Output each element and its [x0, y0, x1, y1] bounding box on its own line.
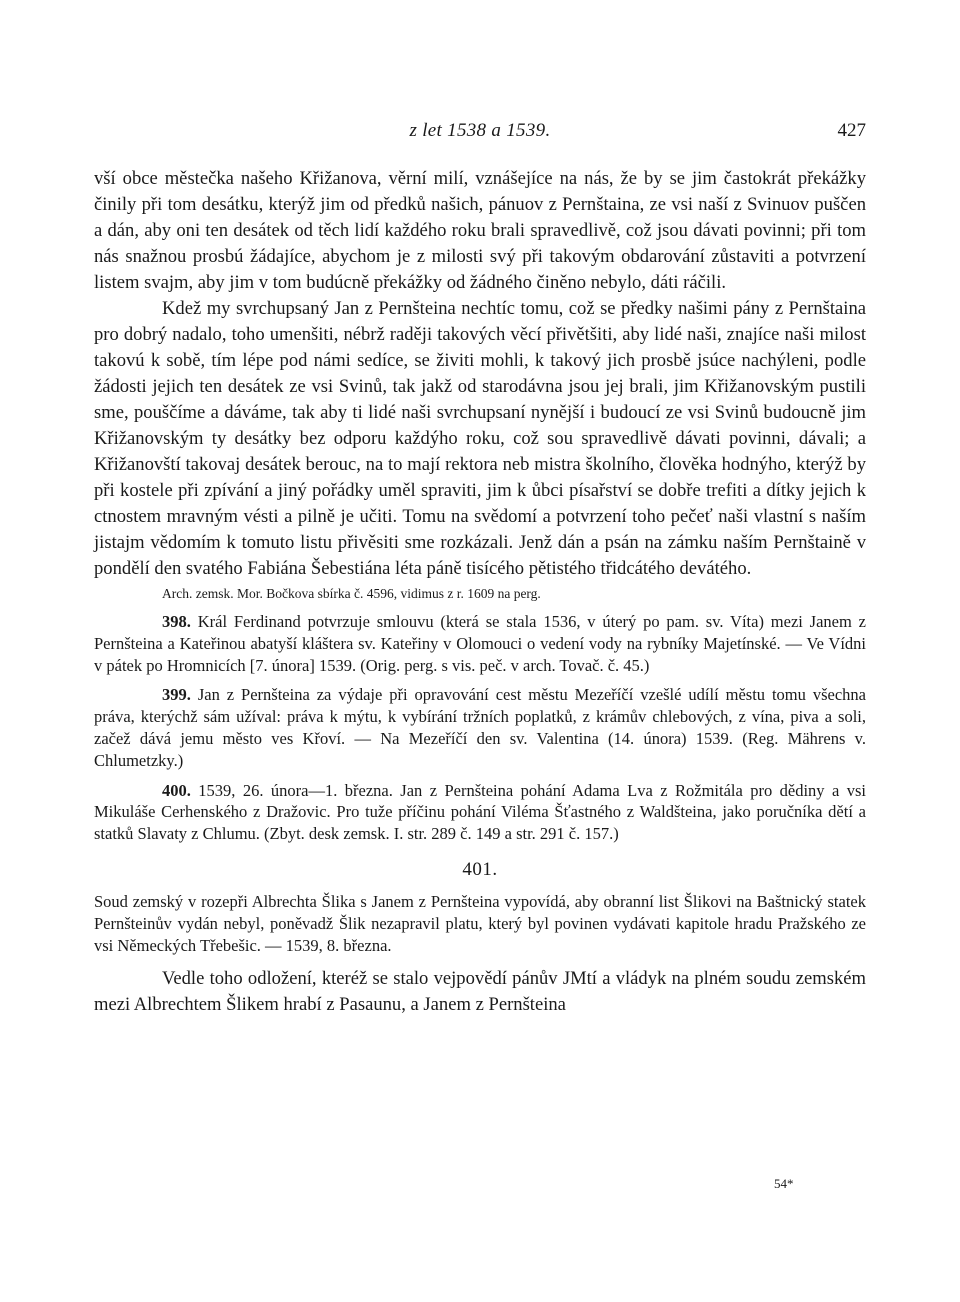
regest-text: Jan z Pernšteina za výdaje při opravování cest městu Mezeříčí vzešlé udílí městu tomu všechna práva, kterýchž sám užíval: práva k mýtu, k vybírání tržních poplatků, z krámův chlebových, z vína, piva a soli, začež dává jemu město ves Křoví. — Na Mezeříčí den sv. Valentina (14. února) 1539. (Reg. Mährens v. Chlumetzky.) [94, 685, 866, 770]
document-text: Vedle toho odložení, kteréž se stalo vejpovědí pánův JMtí a vládyk na plném soudu zemském mezi Albrechtem Šlikem hrabí z Pasaunu, a Janem z Pernšteina [94, 968, 866, 1016]
regest-text: Král Ferdinand potvrzuje smlouvu (která se stala 1536, v úterý po pam. sv. Víta) mezi Janem z Pernšteina a Kateřinou abatyší kláštera sv. Kateřiny v Olomouci o vedení vody na rybníky Majetínské. — Ve Vídni v pátek po Hromnicích [7. února] 1539. (Orig. perg. s vis. peč. v arch. Tovač. č. 45.) [94, 612, 866, 675]
book-page [94, 0, 866, 1302]
regest-number: 398. [162, 612, 191, 631]
page-number: 427 [837, 120, 866, 141]
running-head [94, 120, 866, 146]
signature-mark: 54* [774, 1176, 794, 1191]
document-number-heading: 401. [462, 858, 498, 880]
paragraph-grant: Kdež my svrchupsaný Jan z Pernšteina nechtíc tomu, což se předky našimi pány z Pernštaina pro dobrý nadalo, toho umenšiti, nébrž raději takových věcí přivětšiti, aby lidé naši, znajíce naši milost takovú k sobě, tím lépe pod námi sedíce, se živiti mohli, k takový jich prosbě jsúce nachýleni, podle žádosti jejich ten desátek ze vsi Svinů, tak jakž od starodávna jsou jej brali, jim Křižanovským pustili sme, pouščíme a dáváme, tak aby ti lidé naši svrchupsaní nynější i budoucí ze vsi Svinů budoucně jim Křižanovským ty desátky bez odporu každýho roku, což sou spravedlivě dávati povinni, dávali; a Křižanovští takovaj desátek berouc, na to mají rektora neb mistra školního, člověka hodnýho, kterýž by při kostele při zpívání a jiný pořádky uměl spraviti, jim k ůbci písařství se dobře trefiti a dítky jejich k ctnostem mravným vésti a pilně je učiti. Tomu na svědomí a potvrzení toho pečeť naši vlastní s naším jistajm vědomím k tomuto listu přivěsiti sme rozkázali. Jenž dán a psán na zámku naším Pernštaině v pondělí den svatého Fabiána Šebestiána léta páně tisícého pětistého třidcátého devátého. [94, 298, 866, 579]
running-title: z let 1538 a 1539. [409, 120, 551, 141]
regest-398 [94, 611, 866, 676]
document-summary: Soud zemský v rozepři Albrechta Šlika s Janem z Pernšteina vypovídá, aby obranní list Šlikovi na Baštnický statek Pernšteinův vydán nebyl, poněvadž Šlik nezapravil platu, který byl povinen vydávati kapitole hradu Pražského ze vsi Německých Třebešic. — 1539, 8. března. [94, 891, 866, 955]
archival-source-note: Arch. zemsk. Mor. Bočkova sbírka č. 4596, vidimus z r. 1609 na perg. [162, 586, 541, 601]
body-text [94, 166, 866, 1018]
regest-number: 400. [162, 780, 191, 800]
regest-400 [94, 780, 866, 845]
regest-399 [94, 684, 866, 771]
regest-text: 1539, 26. února—1. března. Jan z Pernšteina pohání Adama Lva z Rožmitála pro dědiny a vsi Mikuláše Cerhenského z Dražovic. Pro tuže příčinu pohání Viléma Šťastného z Waldšteina, jako poručníka dětí a statků Slavaty z Chlumu. (Zbyt. desk zemsk. I. str. 289 č. 149 a str. 291 č. 157.) [94, 780, 866, 844]
regest-number: 399. [162, 685, 191, 705]
paragraph-continued: vší obce městečka našeho Křižanova, věrní milí, vznášejíce na nás, že by se jim častokrát překážky činily při tom desátku, kterýž jim od předků našich, pánuov z Pernštaina, ze vsi naší z Svinuov puščen a dán, aby oni ten desátek od těch lidí každého roku brali spravedlivě, což jsou dávati povinni; při tom nás snažnou prosbú žádajíce, abychom je z milosti svý při takovým obdarování zůstaviti a potvrzení listem svajm, aby jim v tom budúcně překážky od žádného činěno nebylo, dáti ráčili. [94, 168, 866, 293]
